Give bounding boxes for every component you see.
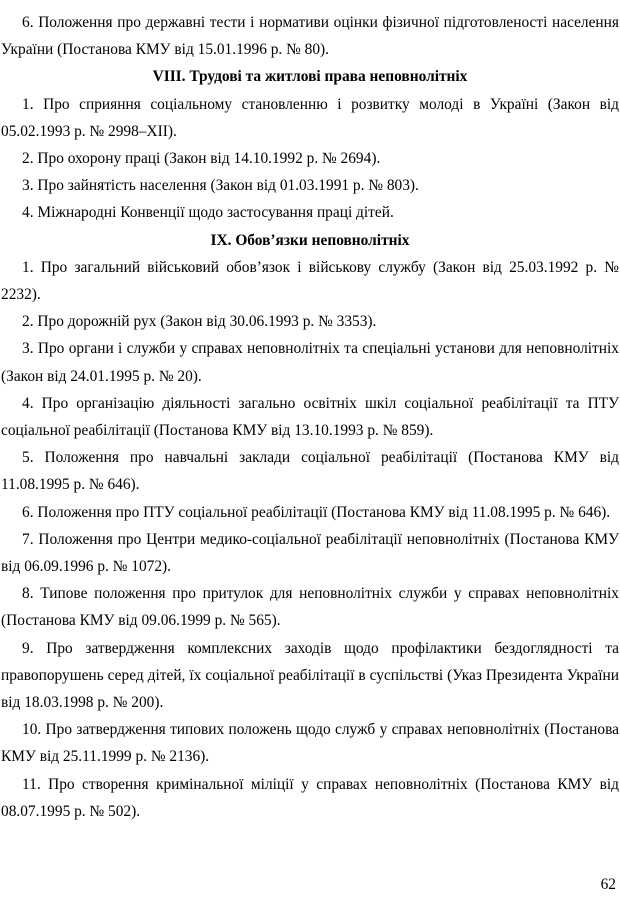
document-body — [1, 9, 619, 825]
list-item: 2. Про дорожній рух (Закон від 30.06.1993 р. № 3353). — [22, 313, 377, 331]
list-item: 10. Про затвердження типових положень щодо служб у справах неповнолітніх (Постанова КМУ від 25.11.1999 р. № 2136). — [1, 721, 619, 766]
section-heading-labor-rights: VIII. Трудові та житлові права неповнолітніх — [152, 68, 468, 86]
list-item: 3. Про органи і служби у справах неповнолітніх та спеціальні установи для неповнолітніх (Закон від 24.01.1995 р. № 20). — [1, 340, 619, 385]
list-item: 4. Міжнародні Конвенції щодо застосування праці дітей. — [22, 204, 394, 222]
list-item: 4. Про організацію діяльності загально освітніх шкіл соціальної реабілітації та ПТУ соціальної реабілітації (Постанова КМУ від 13.10.1993 р. № 859). — [1, 394, 619, 440]
list-item: 11. Про створення кримінальної міліції у справах неповнолітніх (Постанова КМУ від 08.07.1995 р. № 502). — [1, 775, 619, 820]
list-item: 1. Про загальний військовий обов’язок і військову службу (Закон від 25.03.1992 р. № 2232). — [1, 258, 619, 304]
list-item: 7. Положення про Центри медико-соціальної реабілітації неповнолітніх (Постанова КМУ від 06.09.1996 р. № 1072). — [1, 530, 619, 576]
list-item: 9. Про затвердження комплексних заходів щодо профілактики бездоглядності та правопорушень серед дітей, їх соціальної реабілітації в суспільстві (Указ Президента України від 18.03.1998 р. № 200). — [1, 639, 619, 712]
list-item: 8. Типове положення про притулок для неповнолітніх служби у справах неповнолітніх (Постанова КМУ від 09.06.1999 р. № 565). — [1, 585, 619, 630]
list-item: 6. Положення про ПТУ соціальної реабілітації (Постанова КМУ від 11.08.1995 р. № 646). — [22, 503, 611, 521]
section-heading-duties: IX. Обов’язки неповнолітніх — [210, 231, 410, 249]
list-item: 3. Про зайнятість населення (Закон від 01.03.1991 р. № 803). — [22, 177, 419, 195]
list-item: 2. Про охорону праці (Закон від 14.10.1992 р. № 2694). — [22, 150, 381, 168]
list-item: 6. Положення про державні тести і нормативи оцінки фізичної підготовленості населення України (Постанова КМУ від 15.01.1996 р. № 80). — [1, 14, 619, 59]
list-item: 5. Положення про навчальні заклади соціальної реабілітації (Постанова КМУ від 11.08.1995 р. № 646). — [1, 449, 619, 494]
list-item: 1. Про сприяння соціальному становленню і розвитку молоді в Україні (Закон від 05.02.1993 р. № 2998–XII). — [1, 95, 619, 140]
page-number: 62 — [600, 876, 616, 893]
